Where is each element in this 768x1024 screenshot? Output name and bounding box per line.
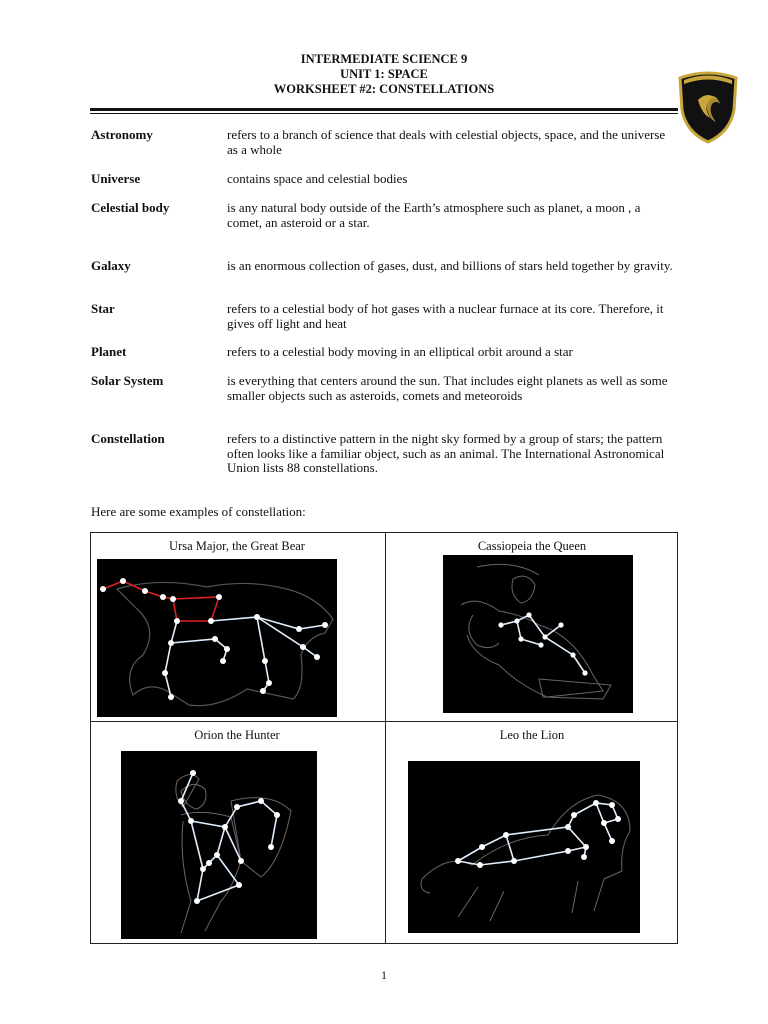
definition-celestial-body: is any natural body outside of the Earth’s atmosphere such as planet, a moon , a comet, an asteroid or a star. xyxy=(227,200,641,230)
term-celestial-body: Celestial body xyxy=(91,200,170,215)
definition-universe: contains space and celestial bodies xyxy=(227,171,408,186)
term-galaxy: Galaxy xyxy=(91,258,131,273)
school-crest-icon xyxy=(676,70,740,144)
caption-cassiopeia: Cassiopeia the Queen xyxy=(477,539,587,553)
caption-leo: Leo the Lion xyxy=(499,728,565,742)
definition-star: refers to a celestial body of hot gases with a nuclear furnace at its core. Therefore, it gives off light and heat xyxy=(227,301,664,331)
header-rule xyxy=(90,108,678,111)
page-number: 1 xyxy=(381,968,387,982)
caption-ursa-major: Ursa Major, the Great Bear xyxy=(169,539,305,553)
ursa-major-illustration xyxy=(97,559,337,717)
caption-orion: Orion the Hunter xyxy=(194,728,280,742)
definition-constellation: refers to a distinctive pattern in the night sky formed by a group of stars; the pattern often looks like a familiar object, such as an animal. The International Astronomical Union lists 88 constellations. xyxy=(227,431,665,475)
worksheet-title: WORKSHEET #2: CONSTELLATIONS xyxy=(273,82,495,96)
definition-solar-system: is everything that centers around the sun. That includes eight planets as well as some smaller objects such as asteroids, comets and meteoroids xyxy=(227,373,668,403)
course-title: INTERMEDIATE SCIENCE 9 xyxy=(300,52,468,66)
term-astronomy: Astronomy xyxy=(91,127,153,142)
definition-galaxy: is an enormous collection of gases, dust, and billions of stars held together by gravity. xyxy=(227,258,673,273)
term-solar-system: Solar System xyxy=(91,373,164,388)
definition-astronomy: refers to a branch of science that deals with celestial objects, space, and the universe as a whole xyxy=(227,127,666,157)
term-universe: Universe xyxy=(91,171,141,186)
header-rule-thin xyxy=(90,113,678,114)
leo-illustration xyxy=(408,761,640,933)
orion-illustration xyxy=(121,751,317,939)
constellation-table xyxy=(90,532,678,944)
table-divider-horizontal xyxy=(91,721,677,722)
term-constellation: Constellation xyxy=(91,431,165,446)
term-planet: Planet xyxy=(91,344,127,359)
cassiopeia-illustration xyxy=(443,555,633,713)
definition-planet: refers to a celestial body moving in an elliptical orbit around a star xyxy=(227,344,573,359)
unit-title: UNIT 1: SPACE xyxy=(340,67,428,81)
worksheet-header xyxy=(0,52,768,97)
term-star: Star xyxy=(91,301,115,316)
examples-intro: Here are some examples of constellation: xyxy=(91,504,306,519)
